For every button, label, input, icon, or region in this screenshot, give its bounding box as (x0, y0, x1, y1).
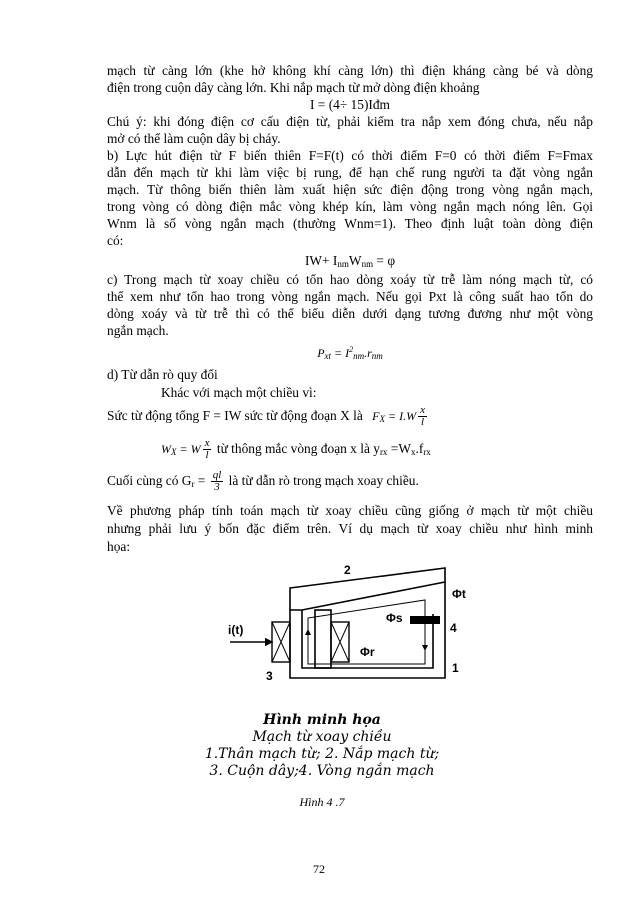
paragraph-line: họa: (107, 539, 131, 554)
armature-lid (290, 568, 445, 610)
paragraph-line: dòng xoáy và từ trễ thì có thể biểu diễn dưới dạng tương đương như một vòng (107, 306, 593, 321)
paragraph-line: điện trong cuộn dây càng lớn. Khi nắp mạch từ mở dòng điện khoảng (107, 80, 480, 95)
center-leg (315, 610, 331, 668)
label-current: i(t) (228, 623, 244, 637)
label-phi-t: Φt (452, 587, 466, 601)
equation-wx-line: $W_X = W$ $\frac{x}{l}$ từ thông mắc vòng đoạn x là $y_{rx} =W_x.f_{rx}$ (161, 437, 431, 462)
figure-caption-title: Hình minh họa (263, 712, 381, 728)
section-heading: d) Từ dẫn rò quy đổi (107, 367, 218, 382)
paragraph-line: Wnm là số vòng ngắn mạch (thường Wnm=1). Theo định luật toàn dòng điện (107, 216, 593, 231)
paragraph-line: Khác với mạch một chiều vì: (161, 385, 317, 400)
paragraph-line: Chú ý: khi đóng điện cơ cấu điện từ, phải kiểm tra nắp xem đóng chưa, nếu nắp (107, 114, 593, 129)
magnetic-circuit-figure (200, 560, 485, 710)
paragraph-line: Về phương pháp tính toán mạch từ xoay chiều cũng giống ở mạch từ một chiều (107, 503, 593, 518)
paragraph-line: mạch từ càng lớn (khe hở không khí càng lớn) thì điện kháng càng bé và dòng (107, 63, 593, 78)
figure-number: Hình 4 .7 (299, 795, 345, 809)
paragraph-line: mạch. Từ thông biến thiên làm xuất hiện sức điện động trong vòng ngắn mạch, (107, 182, 593, 197)
paragraph-line: trong vòng có dòng điện mắc vòng khép kín, làm vòng ngắn mạch nóng lên. Gọi (107, 199, 593, 214)
figure-caption-line: 3. Cuộn dây;4. Vòng ngắn mạch (209, 763, 435, 779)
paragraph-line: nhưng phải lưu ý bốn đặc điểm trên. Ví dụ mạch từ xoay chiều như hình minh (107, 521, 593, 536)
label-phi-r: Φr (360, 645, 375, 659)
paragraph-line: thể xem như tổn hao trong vòng ngắn mạch. Nếu gọi Pxt là công suất hao tổn do (107, 289, 593, 304)
label-4: 4 (450, 621, 457, 635)
shading-ring (410, 616, 440, 624)
label-3: 3 (266, 669, 273, 683)
paragraph-line: có: (107, 233, 124, 248)
equation-current: I = (4÷ 15)Iđm (310, 97, 390, 112)
equation-fx-line: Sức từ động tổng F = IW sức từ động đoạn X là $F_X = I.W$ $\frac{x}{l}$ (107, 404, 425, 429)
label-1: 1 (452, 661, 459, 675)
equation-total-current: $IW+ I_{nm}W_{nm} = \varphi$ (304, 253, 396, 269)
label-phi-s: Φs (386, 611, 403, 625)
label-2: 2 (344, 563, 351, 577)
paragraph-line: ngắn mạch. (107, 323, 169, 338)
paragraph-line: dẫn đến mạch từ khi làm việc bị rung, để hạn chế rung người ta đặt vòng ngắn (107, 165, 593, 180)
figure-caption-line: Mạch từ xoay chiều (252, 729, 392, 745)
equation-pxt: $P_{xt} = I^2_{nm}.r_{nm}$ (317, 345, 383, 361)
page-number: 72 (313, 862, 325, 876)
paragraph-line: b) Lực hút điện từ F biến thiên F=F(t) có thời điểm F=0 có thời điểm F=Fmax (107, 148, 593, 163)
figure-caption-line: 1.Thân mạch từ; 2. Nắp mạch từ; (204, 746, 440, 762)
equation-gr-line: Cuối cùng có $G_r$ = $\frac{ql}{3}$ là từ dẫn rò trong mạch xoay chiều. (107, 469, 419, 494)
paragraph-line: mở có thể làm cuộn dây bị cháy. (107, 131, 281, 146)
paragraph-line: c) Trong mạch từ xoay chiều có tổn hao dòng xoáy từ trễ làm nóng mạch từ, có (107, 272, 593, 287)
